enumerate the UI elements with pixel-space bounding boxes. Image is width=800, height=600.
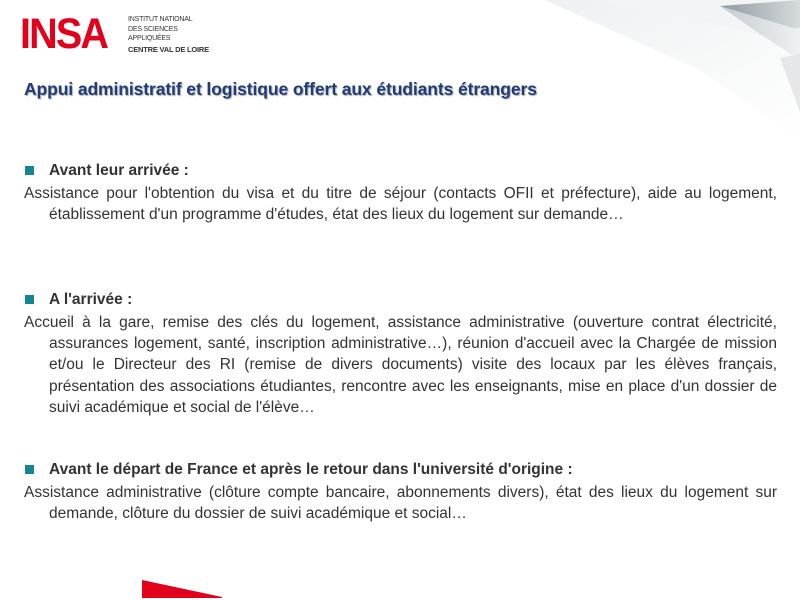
- section-before-departure: [24, 460, 777, 524]
- section-on-arrival: [24, 290, 777, 418]
- section-heading-text: Avant le départ de France et après le retour dans l'université d'origine :: [49, 461, 573, 478]
- section-heading-text: A l'arrivée :: [49, 291, 133, 308]
- logo-subtitle-line: CENTRE VAL DE LOIRE: [128, 44, 209, 54]
- corner-swoosh-decoration: [545, 0, 800, 140]
- section-heading: [24, 161, 777, 181]
- red-arrow-decoration: [142, 580, 222, 598]
- square-bullet-icon: [25, 166, 34, 175]
- section-heading: [24, 460, 777, 480]
- logo-subtitle-line: INSTITUT NATIONAL: [128, 16, 193, 23]
- square-bullet-icon: [25, 465, 34, 474]
- section-heading-text: Avant leur arrivée :: [49, 162, 189, 179]
- square-bullet-icon: [25, 295, 34, 304]
- slide-title: Appui administratif et logistique offert aux étudiants étrangers: [24, 79, 537, 99]
- section-body: Accueil à la gare, remise des clés du logement, assistance administrative (ouverture contrat électricité, assurances logement, santé, inscription administrative…), réunion d'accueil avec la Chargée de mission et/ou le Directeur des RI (remise de divers documents) visite des locaux par les élèves français, présentation des associations étudiantes, rencontre avec les enseignants, mise en place d'un dossier de suivi académique et social de l'élève…: [24, 314, 777, 416]
- section-heading: [24, 290, 777, 310]
- section-before-arrival: [24, 161, 777, 225]
- section-body: Assistance administrative (clôture compte bancaire, abonnements divers), état des lieux du logement sur demande, clôture du dossier de suivi académique et social…: [24, 484, 777, 523]
- section-body: Assistance pour l'obtention du visa et du titre de séjour (contacts OFII et préfecture), aide au logement, établissement d'un programme d'études, état des lieux du logement sur demande…: [24, 185, 777, 224]
- insa-logo: [20, 10, 209, 58]
- logo-subtitle-line: APPLIQUÉES: [128, 35, 171, 42]
- logo-subtitle: [128, 15, 209, 54]
- logo-subtitle-line: DES SCIENCES: [128, 25, 178, 33]
- logo-wordmark: INSA: [20, 10, 108, 58]
